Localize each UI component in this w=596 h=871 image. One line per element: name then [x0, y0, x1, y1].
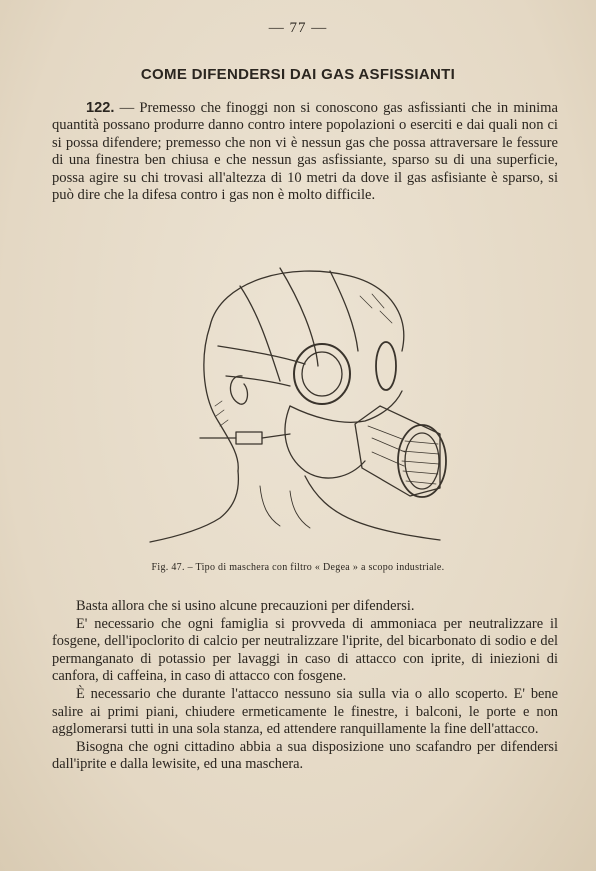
paragraph: Basta allora che si usino alcune precauzioni per difendersi. [76, 598, 415, 614]
intro-paragraph-text: — Premesso che finoggi non si conoscono gas asfissianti che in minima quantità possano produrre danno contro intere popolazioni o eserciti e dai quali non ci si possa difendere; premesso che non vi è nessun gas che possa attraversare le fessure di una finestra ben chiusa e che nessun gas asfissiante, sparso su di una superficie, possa agire su chi trovasi all'altezza di 10 metri da dove il gas asfisiante è sparso, si può dire che la difesa contro i gas non è molto difficile. [52, 100, 558, 204]
gas-mask-drawing [140, 256, 460, 546]
intro-paragraph [52, 100, 558, 204]
section-number: 122. [86, 100, 115, 116]
page-number: — 77 — [268, 20, 328, 36]
paragraph: È necessario che durante l'attacco nessuno sia sulla via o allo scoperto. E' bene salire ai primi piani, chiudere ermeticamente le finestre, i balconi, le porte e non agglomerarsi tutti in una sola stanza, ed attendere ranquillamente la fine dell'attacco. [52, 685, 558, 738]
paragraph: Bisogna che ogni cittadino abbia a sua disposizione uno scafandro per difendersi dall'iprite e dalla lewisite, ed una maschera. [52, 738, 558, 773]
gas-mask-illustration [140, 256, 460, 546]
chapter-heading: COME DIFENDERSI DAI GAS ASFISSIANTI [140, 66, 456, 83]
figure-caption: Fig. 47. – Tipo di maschera con filtro « Degea » a scopo industriale. [151, 562, 445, 573]
paragraph: E' necessario che ogni famiglia si provveda di ammoniaca per neutralizzare il fosgene, dell'ipoclorito di calcio per neutralizzare l'iprite, del bicarbonato di sodio e del permanganato di potassio per lavaggi in caso di attacco con iprite, di iniezioni di canfora, di caffeina, in caso di attacco con fosgene. [52, 615, 558, 685]
body-text [52, 598, 558, 774]
